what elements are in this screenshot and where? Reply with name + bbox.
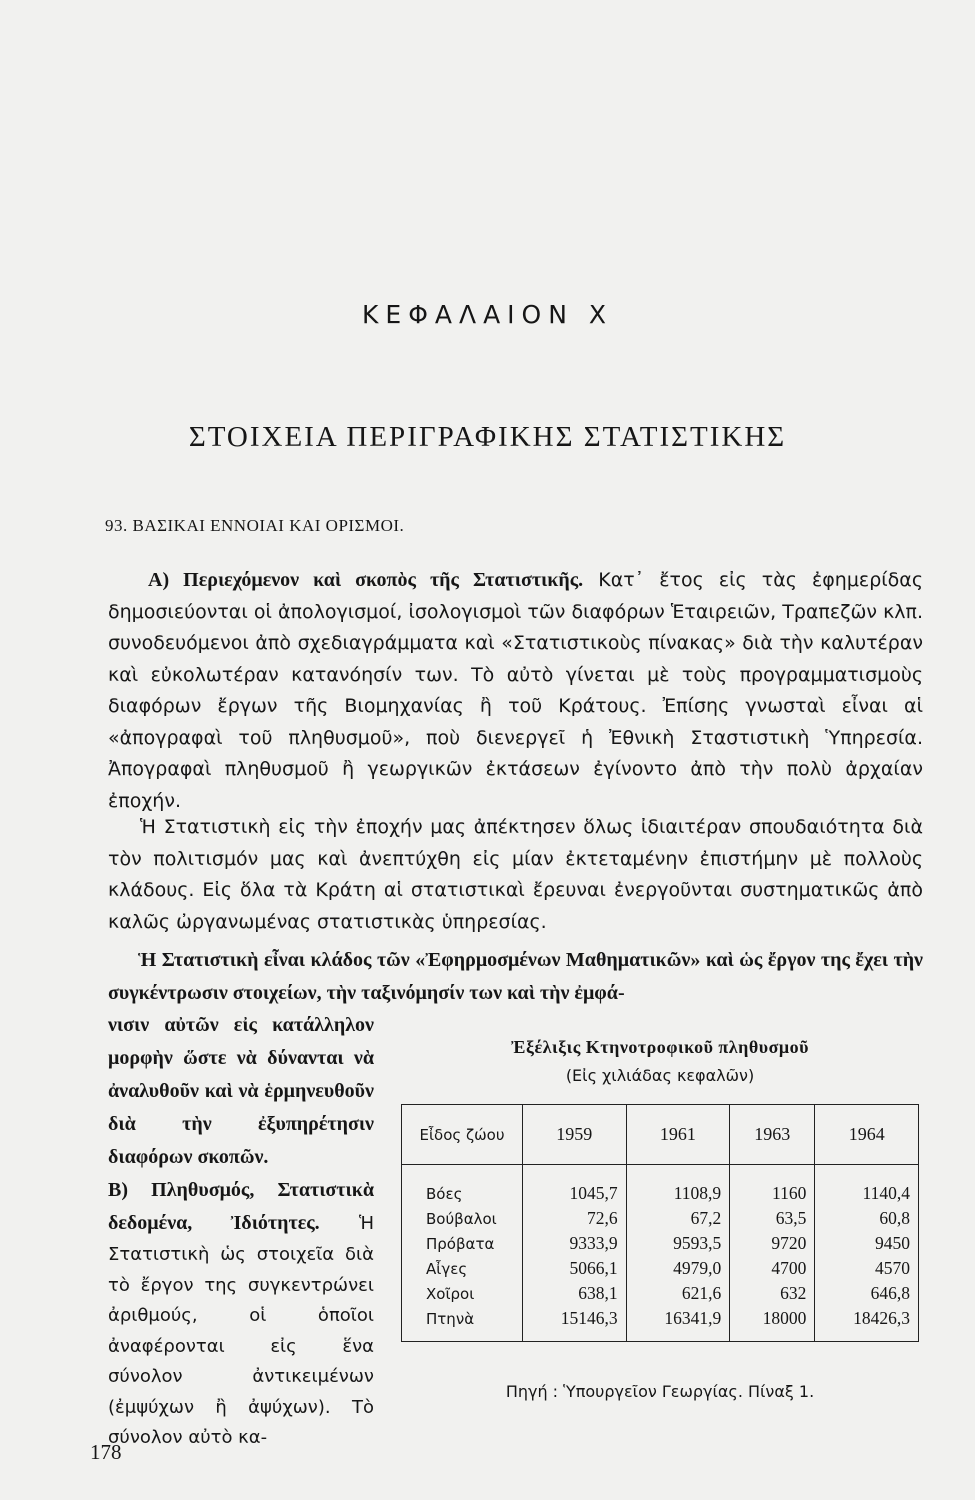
table-cell-animal: Πρόβατα — [402, 1231, 523, 1256]
paragraph-3: Ἡ Στατιστικὴ εἶναι κλάδος τῶν «Ἐφηρμοσμένων Μαθηματικῶν» καὶ ὡς ἔργον της ἔχει τὴν συγκέντρωσιν στοιχείων, τὴν ταξινόμησίν των καὶ τὴν ἐμφά- — [108, 949, 923, 1004]
table-row — [402, 1206, 919, 1231]
table-cell-value: 4570 — [815, 1256, 919, 1281]
table-cell-value: 67,2 — [626, 1206, 730, 1231]
left-column-continuation: νισιν αὐτῶν εἰς κατάλληλον μορφὴν ὥστε νὰ δύνανται νὰ ἀναλυθοῦν καὶ νὰ ἑρμηνευθοῦν διὰ τὴν ἐξυπηρέτησιν διαφόρων σκοπῶν. — [108, 1014, 374, 1168]
paragraph-a-text: Κατ᾽ ἔτος εἰς τὰς ἐφημερίδας δημοσιεύονται οἱ ἀπολογισμοί, ἰσολογισμοὶ τῶν διαφόρων Ἑταιρειῶν, Τραπεζῶν κλπ. συνοδευόμενοι ἀπὸ σχεδιαγράμματα καὶ «Στατιστικοὺς πίνακας» διὰ τὴν καλυτέραν καὶ εὐκολωτέραν κατανόησίν των. Τὸ αὐτὸ γίνεται μὲ τοὺς προγραμματισμοὺς διαφόρων ἔργων τῆς Βιομηχανίας ἢ τοῦ Κράτους. Ἐπίσης γνωσταὶ εἶναι αἱ «ἀπογραφαὶ τοῦ πληθυσμοῦ», ποὺ διενεργεῖ ἡ Ἐθνικὴ Σταστιστικὴ Ὑπηρεσία. Ἀπογραφαὶ πληθυσμοῦ ἢ γεωργικῶν ἐκτάσεων ἐγίνοντο ἀπὸ τὴν πολὺ ἀρχαίαν ἐποχήν. — [108, 569, 923, 812]
table-cell-animal: Βούβαλοι — [402, 1206, 523, 1231]
paragraph-a-heading: Α) Περιεχόμενον καὶ σκοπὸς τῆς Στατιστικῆς. — [148, 569, 584, 591]
table-row — [402, 1306, 919, 1342]
livestock-table — [401, 1104, 919, 1342]
table-cell-animal: Βόες — [402, 1165, 523, 1207]
paragraph-a — [108, 565, 923, 817]
page-number: 178 — [90, 1440, 122, 1464]
chapter-heading: ΚΕΦΑΛΑΙΟΝ Χ — [362, 300, 613, 329]
table-cell-value: 9333,9 — [523, 1231, 627, 1256]
table-source: Πηγή : Ὑπουργεῖον Γεωργίας. Πίναξ 1. — [505, 1382, 815, 1401]
table-cell-value: 646,8 — [815, 1281, 919, 1306]
table-cell-value: 9720 — [730, 1231, 815, 1256]
table-row — [402, 1231, 919, 1256]
table-cell-value: 1140,4 — [815, 1165, 919, 1207]
header-year-1964: 1964 — [815, 1105, 919, 1165]
table-cell-value: 5066,1 — [523, 1256, 627, 1281]
table-cell-value: 4979,0 — [626, 1256, 730, 1281]
table-row — [402, 1256, 919, 1281]
table-cell-value: 9450 — [815, 1231, 919, 1256]
table-cell-value: 15146,3 — [523, 1306, 627, 1342]
table-cell-value: 18000 — [730, 1306, 815, 1342]
table-cell-value: 632 — [730, 1281, 815, 1306]
section-heading: 93. ΒΑΣΙΚΑΙ ΕΝΝΟΙΑΙ ΚΑΙ ΟΡΙΣΜΟΙ. — [105, 516, 405, 535]
header-year-1963: 1963 — [730, 1105, 815, 1165]
table-cell-value: 4700 — [730, 1256, 815, 1281]
table-row — [402, 1281, 919, 1306]
table-cell-value: 72,6 — [523, 1206, 627, 1231]
left-column — [108, 1009, 374, 1454]
header-animal-type: Εἶδος ζώου — [402, 1105, 523, 1165]
table-row — [402, 1165, 919, 1207]
paragraph-b-text: Ἡ Στατιστικὴ ὡς στοιχεῖα διὰ τὸ ἔργον της συγκεντρώνει ἀριθμούς, οἱ ὁποῖοι ἀναφέρονται εἰς ἕνα σύνολον ἀντικειμένων (ἐμψύχων ἢ ἀψύχων). Τὸ σύνολον αὐτὸ κα- — [108, 1213, 374, 1448]
header-year-1959: 1959 — [523, 1105, 627, 1165]
table-title: Ἐξέλιξις Κτηνοτροφικοῦ πληθυσμοῦ — [511, 1037, 809, 1057]
table-cell-value: 1108,9 — [626, 1165, 730, 1207]
chapter-title: ΣΤΟΙΧΕΙΑ ΠΕΡΙΓΡΑΦΙΚΗΣ ΣΤΑΤΙΣΤΙΚΗΣ — [188, 421, 787, 453]
table-header-row — [402, 1105, 919, 1165]
table-cell-animal: Χοῖροι — [402, 1281, 523, 1306]
table-cell-value: 18426,3 — [815, 1306, 919, 1342]
paragraph-2: Ἡ Στατιστικὴ εἰς τὴν ἐποχήν μας ἀπέκτησεν ὅλως ἰδιαιτέραν σπουδαιότητα διὰ τὸν πολιτισμόν μας καὶ ἀνεπτύχθη εἰς μίαν ἐκτεταμένην ἐπιστήμην μὲ πολλοὺς κλάδους. Εἰς ὅλα τὰ Κράτη αἱ στατιστικαὶ ἔρευναι ἐνεργοῦνται συστηματικῶς ἀπὸ καλῶς ὠργανωμένας στατιστικὰς ὑπηρεσίας. — [108, 816, 923, 933]
table-cell-value: 60,8 — [815, 1206, 919, 1231]
paragraph-b — [108, 1174, 374, 1454]
paragraph-b-heading: Β) Πληθυσμός, Στατιστικὰ δεδομένα, Ἰδιότητες. — [108, 1179, 374, 1234]
table-cell-value: 621,6 — [626, 1281, 730, 1306]
table-cell-animal: Αἶγες — [402, 1256, 523, 1281]
table-cell-value: 16341,9 — [626, 1306, 730, 1342]
table-subtitle: (Εἰς χιλιάδας κεφαλῶν) — [565, 1066, 755, 1085]
table-cell-value: 9593,5 — [626, 1231, 730, 1256]
header-year-1961: 1961 — [626, 1105, 730, 1165]
table-cell-animal: Πτηνὰ — [402, 1306, 523, 1342]
table-cell-value: 1045,7 — [523, 1165, 627, 1207]
table-cell-value: 1160 — [730, 1165, 815, 1207]
table-cell-value: 63,5 — [730, 1206, 815, 1231]
table-cell-value: 638,1 — [523, 1281, 627, 1306]
